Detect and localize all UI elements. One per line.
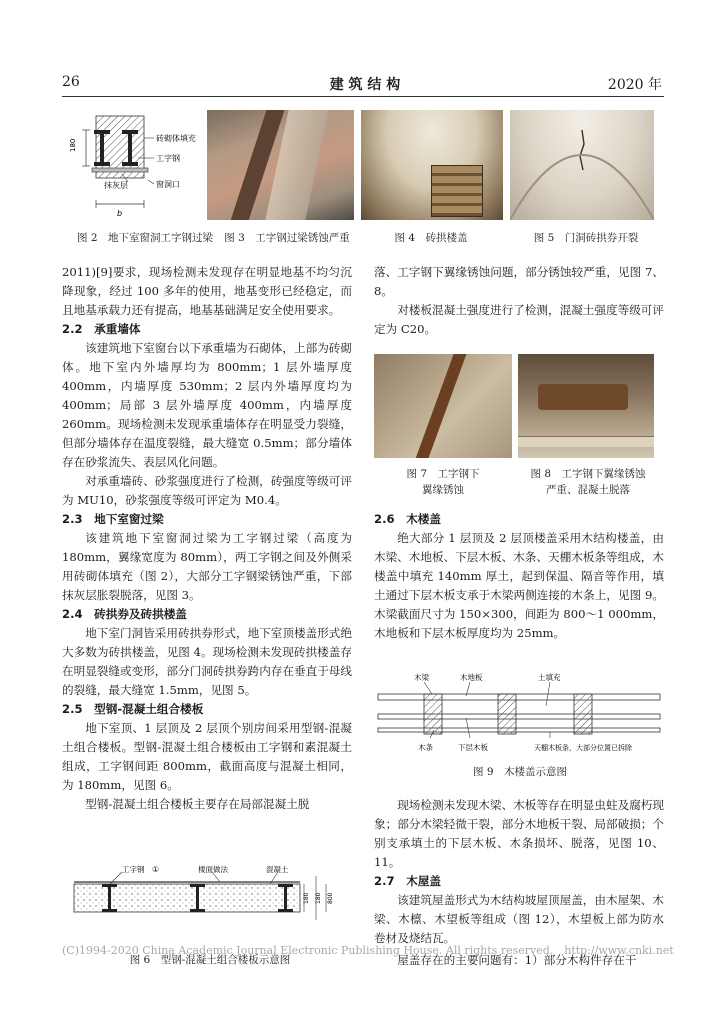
- fig6-dim-c: 800: [327, 892, 334, 904]
- fig9-floor-label: 木地板: [460, 673, 483, 682]
- fig9-lower-board-label: 下层木板: [458, 743, 488, 752]
- figure-4-photo: [361, 110, 503, 220]
- section-2-5-heading: 2.5 型钢-混凝土组合楼板: [62, 702, 204, 716]
- journal-title: 建 筑 结 构: [329, 77, 401, 93]
- figure-2-caption: 图 2 地下室窗洞工字钢过梁: [76, 232, 214, 244]
- fig6-steel-label: 工字钢: [122, 865, 145, 874]
- fig9-beam-label: 木梁: [414, 673, 429, 682]
- fig2-height-label: 180: [69, 138, 77, 152]
- figure-8-photo: [518, 354, 654, 458]
- right-column-top: [374, 263, 664, 339]
- fig9-ceiling-label: 天棚木板条，大部分位置已拆除: [534, 744, 632, 752]
- page-number: 26: [62, 74, 80, 90]
- right-para-2: 绝大部分 1 层顶及 2 层顶楼盖采用木结构楼盖，由木梁、木地板、下层木板、木条、天棚木板条等组成，木楼盖中填充 140mm 厚土，起到保温、隔音等作用，填土通过下层木板支承于木梁两侧连接的木条上，见图 9。木梁截面尺寸为 150×300，间距为 800～1 000mm，木地板和下层木板厚度均为 25mm。: [374, 531, 664, 640]
- fig6-concrete-label: 混凝土: [266, 865, 289, 874]
- figure-7-caption: 图 7 工字钢下 翼缘锈蚀: [406, 468, 480, 496]
- figure-4-caption: 图 4 砖拱楼盖: [394, 232, 468, 244]
- figure-5-caption: 图 5 门洞砖拱券开裂: [533, 232, 639, 244]
- figure-9-diagram: [374, 672, 664, 758]
- fig6-finish-label: 楼面做法: [198, 865, 228, 874]
- figure-7-photo: [374, 354, 512, 458]
- right-column-bottom: [374, 796, 664, 948]
- fig2-width-label: b: [117, 209, 123, 218]
- fig6-dim-a: 180: [303, 892, 310, 904]
- right-column-middle: [374, 510, 664, 643]
- left-para-2: 对承重墙砖、砂浆强度进行了检测，砖强度等级可评为 MU10，砂浆强度等级可评定为 M0.4。: [62, 474, 352, 507]
- fig6-circle-label: ①: [152, 865, 160, 874]
- figure-3-caption: 图 3 工字钢过梁锈蚀严重: [224, 232, 350, 244]
- fig2-window-label: 窗洞口: [156, 180, 180, 189]
- left-para-5: 地下室顶、1 层顶及 2 层顶个别房间采用型钢-混凝土组合楼板。型钢-混凝土组合楼板由工字钢和素混凝土组成，工字钢间距 800mm，截面高度与混凝土相同，为 180mm，见图 6。: [62, 721, 352, 792]
- year: 2020 年: [607, 77, 662, 93]
- left-para-1: 该建筑地下室窗台以下承重墙为石砌体，上部为砖砌体。地下室内外墙厚均为 800mm；1 层外墙厚度 400mm，内墙厚度 530mm；2 层内外墙厚度均为 400mm；局部 3 层外墙厚度 400mm，内墙厚度 260mm。现场检测未发现承重墙体存在明显受力裂缝，但部分墙体存在温度裂缝，最大缝宽 0.5mm；部分墙体存在砂浆流失、表层风化问题。: [62, 341, 352, 469]
- left-para-3: 该建筑地下室窗洞过梁为工字钢过梁（高度为 180mm，翼缘宽度为 80mm），两工字钢之间及外侧采用砖砌体填充（图 2），大部分工字钢梁锈蚀严重，下部抹灰层胀裂脱落，见图 3。: [62, 531, 352, 602]
- right-column-last: [374, 951, 664, 970]
- right-para-0: 落、工字钢下翼缘锈蚀问题，部分锈蚀较严重，见图 7、8。: [374, 265, 664, 298]
- fig9-soil-label: 土填充: [538, 673, 561, 682]
- section-2-3-heading: 2.3 地下室窗过梁: [62, 512, 164, 526]
- right-para-1: 对楼板混凝土强度进行了检测，混凝土强度等级可评定为 C20。: [374, 303, 664, 336]
- watermark: (C)1994-2020 China Academic Journal Electronic Publishing House. All rights reserved. http://www.cnki.net: [62, 944, 674, 957]
- fig9-strip-label: 木条: [418, 743, 433, 752]
- figure-6-caption: 图 6 型钢-混凝土组合楼板示意图: [129, 954, 291, 966]
- figure-5-photo: [510, 110, 654, 220]
- section-2-4-heading: 2.4 砖拱券及砖拱楼盖: [62, 607, 187, 621]
- left-para-4: 地下室门洞皆采用砖拱券形式，地下室顶楼盖形式绝大多数为砖拱楼盖，见图 4。现场检测未发现砖拱楼盖存在明显裂缝或变形，部分门洞砖拱券跨内存在垂直于母线的裂缝，最大缝宽 1.5mm，见图 5。: [62, 626, 352, 697]
- left-column: [62, 263, 352, 814]
- left-para-6: 型钢-混凝土组合楼板主要存在局部混凝土脱: [85, 797, 310, 811]
- figure-2-diagram: [62, 108, 202, 226]
- figure-6-diagram: [70, 862, 354, 938]
- section-2-2-heading: 2.2 承重墙体: [62, 322, 141, 336]
- fig2-fill-label: 砖砌体填充: [156, 134, 196, 143]
- fig2-plaster-label: 抹灰层: [104, 181, 128, 190]
- figure-3-photo: [207, 110, 354, 220]
- left-para-0: 2011)[9]要求，现场检测未发现存在明显地基不均匀沉降现象，经过 100 多年的使用，地基变形已经稳定，而且地基承载力还有提高，地基基础满足安全使用要求。: [62, 265, 352, 317]
- right-para-3: 现场检测未发现木梁、木板等存在明显虫蛀及腐朽现象；部分木梁轻微干裂，部分木地板干裂、局部破损；个别支承填土的下层木板、木条损坏、脱落，见图 10、11。: [374, 798, 664, 869]
- fig6-dim-b: 180: [315, 892, 322, 904]
- figure-8-caption: 图 8 工字钢下翼缘锈蚀 严重、混凝土脱落: [530, 468, 646, 496]
- section-2-7-heading: 2.7 木屋盖: [374, 874, 441, 888]
- fig2-steel-label: 工字钢: [156, 154, 180, 163]
- figure-9-caption: 图 9 木楼盖示意图: [472, 766, 568, 778]
- right-para-5: 屋盖存在的主要问题有：1）部分木构件存在干: [397, 953, 637, 967]
- right-para-4: 该建筑屋盖形式为木结构坡屋顶屋盖，由木屋架、木梁、木檩、木望板等组成（图 12），木望板上部为防水卷材及烧结瓦。: [374, 893, 664, 945]
- header-rule: [62, 96, 664, 97]
- section-2-6-heading: 2.6 木楼盖: [374, 512, 441, 526]
